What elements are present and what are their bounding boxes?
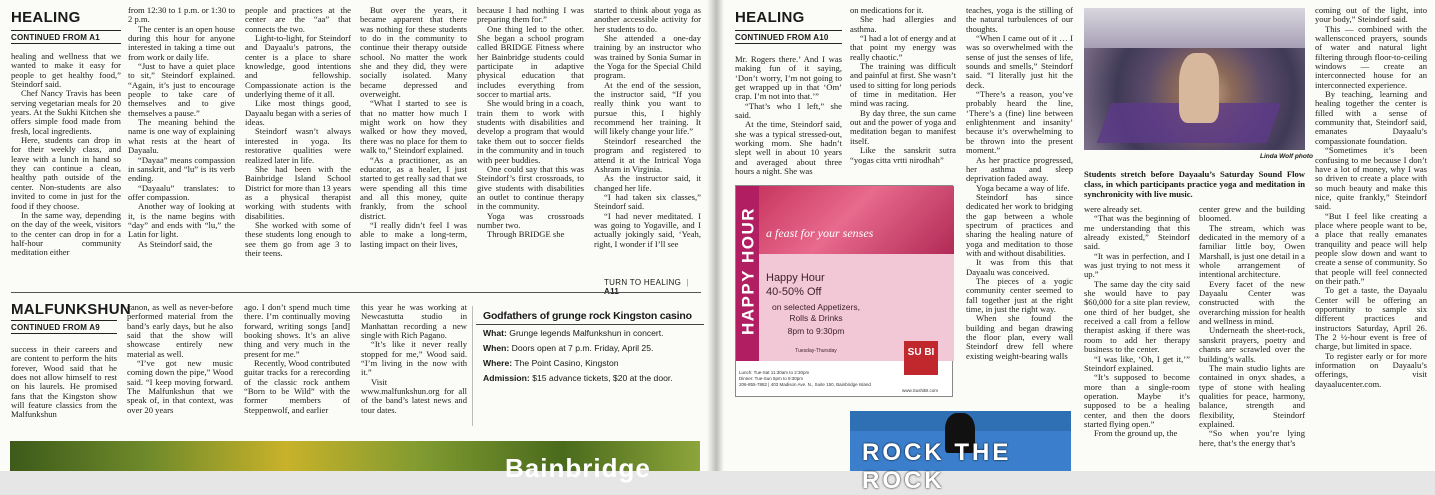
paragraph: teaches, yoga is the stilling of the natural turbulences of our thoughts. (966, 5, 1073, 34)
paragraph: Steindorf researched the program and registered to attend it at the Intrical Yoga Ashram in Virginia. (594, 135, 701, 174)
ad-hero-image (759, 186, 954, 254)
paragraph: “I was like, ‘Oh, I get it,’” Steindorf explained. (1084, 353, 1190, 373)
paragraph: It was from this that Dayaalu was conceived. (966, 257, 1073, 277)
info-title: Godfathers of grunge rock Kingston casino (476, 311, 704, 325)
malfunkshun-continued-from: CONTINUED FROM A9 (11, 320, 117, 334)
paragraph: center grew and the building bloomed. (1199, 204, 1305, 224)
paragraph: “That’s who I left,” she said. (735, 100, 842, 121)
malfunkshun-slug: MALFUNKSHUN (11, 301, 131, 318)
paragraph: on medications for it. (850, 5, 924, 15)
paragraph: But over the years, it became apparent that there was nothing for these students to do in the community to continue their therapy outside school. No matter the work she and they did, they were socially isolated. Many became depressed and overweight. (360, 5, 467, 100)
paragraph: Chef Nancy Travis has been serving vegetarian meals for 20 years. At the Sukhi Kitchen she offers simple food made from fresh, local ingredients. (11, 88, 121, 136)
paragraph: This — combined with the wallensconced prayers, sounds of water and natural light filtering through floor-to-ceiling windows — create an interconnected house for an interconnected experience. (1315, 23, 1427, 90)
paragraph: The main studio lights are contained in onyx shades, a type of stone with healing qualities for peace, harmony, balance, strength and flexibility, Steindorf explained. (1199, 362, 1305, 429)
ad-website: www.SushiBI.com (902, 388, 939, 393)
ad-line-discount: 40-50% Off (766, 286, 822, 298)
concert-info-box (476, 311, 704, 388)
info-value: $15 advance tickets, $20 at the door. (532, 373, 673, 383)
right-column-4 (1084, 205, 1190, 471)
malfunkshun-column-3 (244, 303, 350, 429)
paragraph: canon, as well as never-before performed material from the band’s early days, but he also said that the show will showcase entirely new material as well. (127, 302, 233, 359)
malfunkshun-column-2 (127, 303, 233, 429)
yoga-class-photo (1084, 8, 1305, 150)
paragraph: “Dayaalu” translates: to offer compassion. (128, 182, 235, 202)
paragraph: The meaning behind the name is one way of explaining what rests at the heart of Dayaalu. (128, 117, 235, 156)
paragraph: In the same way, depending on the day of the week, visitors to the center can drop in for a half-hour community meditation either (11, 209, 121, 258)
section-divider (11, 292, 701, 293)
healing-column-4 (360, 6, 467, 280)
paragraph: “Dayaa” means compassion in sanskrit, and “lu” is its verb ending. (128, 154, 235, 184)
paragraph: The training was difficult and painful at first. She wasn’t used to sitting for long periods of time in meditation. Her mind was racing. (850, 61, 956, 109)
info-value: Grunge legends Malfunkshun in concert. (509, 328, 664, 338)
paragraph: started to think about yoga as another accessible activity for her students to do. (594, 5, 701, 34)
ad-footer-address: 206-855-7882 | 403 Madison Ave. N., Suite 150, Bainbridge Island (739, 382, 871, 387)
ad-line-happy-hour: Happy Hour (766, 272, 825, 284)
paragraph: She had been with the Bainbridge Island School District for more than 13 years as a physical therapist working with students with disabilities. (245, 163, 351, 221)
paragraph: “I had taken six classes,” Steindorf said. (594, 191, 701, 212)
paragraph: Yoga became a way of life. (976, 182, 1070, 193)
paragraph: As her practice progressed, her asthma and sleep deprivation faded away. (966, 154, 1073, 184)
healing-slug-right: HEALING (735, 9, 805, 26)
paragraph: Light-to-light, for Steindorf and Dayaalu’s patrons, the center is a place to share knowledge, good intentions and fellowship. Compassionate action is the underlying theme of it all. (245, 33, 351, 100)
bottom-flower-photo (10, 441, 700, 483)
photo-credit: Linda Wolf photo (1260, 153, 1313, 160)
healing-column-6 (594, 6, 701, 272)
paragraph: She had allergies and asthma. (850, 14, 956, 34)
malfunkshun-column-4 (361, 303, 467, 429)
jump-line: TURN TO HEALING | A11 (604, 278, 690, 296)
info-label: When: (483, 343, 510, 353)
info-label: What: (483, 328, 507, 338)
right-column-2 (850, 6, 956, 179)
paragraph: She would bring in a coach, train them to work with students with disabilities and develop a program that would take them out to soccer fields in the community and in touch with peer buddies. (477, 98, 584, 165)
paragraph: “I had a lot of energy and at that point my energy was really chaotic.” (850, 33, 957, 62)
right-column-3 (966, 6, 1073, 394)
info-when (476, 343, 704, 353)
paragraph: success in their careers and are content to perform the hits forever, Wood said that he does not allow himself to rest on his laurels. He promised fans that the Kingston show will feature classics from the Malfunkshun (11, 344, 117, 420)
rock-the-rock-banner (850, 411, 1071, 494)
paragraph: The same day the city said she would have to pay $60,000 for a site plan review, one third of her budget, she received a call from a fellow therapist asking if there was room to add her therapy business to the center. (1084, 278, 1190, 355)
paragraph: One thing led to the other. She began a school program called BRIDGE Fitness where her Bainbridge students could participate in adaptive physical education that includes everything from soccer to martial arts. (477, 23, 584, 100)
paragraph: Like the sanskrit sutra “yogas citta vrtti nirodhah” (850, 145, 956, 165)
right-column-5 (1199, 205, 1305, 471)
paragraph: “It was in perfection, and I was just trying to not mess it up.” (1084, 250, 1190, 280)
bottom-photo-headline: Bainbridge (505, 453, 651, 483)
subi-logo: SU BI (904, 341, 938, 375)
info-value: The Point Casino, Kingston (514, 358, 619, 368)
healing-slug: HEALING (11, 9, 81, 26)
ad-footer-dinner: Dinner: Tue-Sun 5pm to 9:30pm (739, 376, 804, 381)
healing-continued-from: CONTINUED FROM A1 (11, 30, 121, 44)
paragraph: were already set. (1084, 204, 1142, 214)
paragraph: because I had nothing I was preparing them for.” (477, 5, 584, 25)
paragraph: “When I came out of it … I was so overwhelmed with the sense of just the senses of life, sounds and smells,” Steindorf said. “I literally just hit the deck. (966, 33, 1073, 90)
paragraph: At the end of the session, the instructor said, “If you really think you want to pursue this, I highly recommend her training. It will likely change your life.” (594, 79, 701, 137)
paragraph: this year he was working at Newcastutta studio in Manhattan recording a new single with Rich Pagano. (361, 302, 467, 341)
paragraph: Through BRIDGE she (487, 229, 565, 240)
ad-line-days: Tuesday-Thursday (795, 348, 837, 354)
paragraph: The pieces of a yogic community center seemed to fall together just at the right time, in just the right way. (966, 275, 1073, 314)
paragraph: Steindorf wasn’t always interested in yoga. Its restorative qualities were realized later in life. (245, 126, 351, 165)
left-newspaper-page (0, 0, 707, 483)
paragraph: people and practices at the center are the “aa” that connects the two. (245, 5, 351, 34)
malfunkshun-column-1 (11, 345, 117, 429)
paragraph: To register early or for more information on Dayaalu’s offerings, visit dayaalucenter.com. (1315, 350, 1427, 389)
paragraph: As Steindorf said, the (138, 238, 213, 249)
paragraph: “So when you’re lying here, that’s the energy that’s (1199, 428, 1305, 448)
paragraph: “What I started to see is that no matter how much I might work on how they walked or how they moved, there was no place for them to walk to,” Steindorf explained. (360, 98, 467, 156)
healing-column-2 (128, 6, 235, 280)
ad-line-items: on selected Appetizers, Rolls & Drinks (772, 302, 860, 323)
paragraph: healing and wellness that we wanted to make it easy for people to get healthy food,” Steindorf said. (11, 51, 121, 90)
paragraph: Underneath the sheet-rock, sanskrit prayers, poetry and chants are scrawled over the building’s walls. (1199, 325, 1305, 364)
healing-column-3 (245, 6, 351, 280)
ad-footer-lunch: Lunch: Tue-Sat 11:30am to 2:30pm (739, 370, 810, 375)
paragraph: By teaching, learning and healing together the center is filled with a sense of community that, Steindorf said, emanates Dayaalu’s compassionate foundation. (1315, 89, 1427, 146)
paragraph: Steindorf has since dedicated her work to bridging the gap between a whole spectrum of practices and sharing the healing nature of yoga and meditation to those with and without disabilities. (966, 191, 1073, 258)
paragraph: Every facet of the new Dayaalu Center was constructed with the overarching mission for health and wellness in mind. (1199, 278, 1305, 327)
photo-windows (1084, 8, 1305, 48)
paragraph: “I had never meditated. I was going to Yogaville, and I actually jokingly said, ‘Yeah, right, I wonder if I’ll see (594, 210, 701, 249)
paragraph: “Just to have a quiet place to sit,” Steindorf explained. “Again, it’s just to encourage people to take care of themselves and to give themselves a pause.” (128, 61, 235, 118)
paragraph: from 12:30 to 1 p.m. or 1:30 to 2 p.m. (128, 5, 235, 25)
right-column-1 (735, 55, 842, 179)
banner-text: ROCK THE ROCK (862, 439, 1012, 494)
sushi-happy-hour-ad (735, 185, 953, 397)
paragraph: “That was the beginning of me understanding that this already existed,” Steindorf said. (1084, 213, 1190, 252)
paragraph: One could say that this was Steindorf’s first crossroads, to give students with disabilities an outlet to continue therapy in the community. (477, 163, 584, 212)
paragraph: Visit www.malfunkshun.org for all of the band’s latest news and tour dates. (361, 376, 467, 415)
paragraph: ago. I don’t spend much time there. I’m continually moving forward, writing songs [and] booking shows. It’s an alive thing and very much in the present for me.” (244, 302, 350, 359)
paragraph: Yoga was crossroads number two. (477, 210, 584, 230)
paragraph: Recently, Wood contributed guitar tracks for a rerecording of the classic rock anthem “Born to be Wild” with the former members of Steppenwolf, and earlier (244, 358, 350, 415)
paragraph: “It’s like it never really stopped for me,” Wood said. “I’m living in the now with it.” (361, 339, 467, 378)
paragraph: By day three, the sun came out and the power of yoga and meditation began to manifest itself. (850, 107, 956, 146)
photo-caption: Students stretch before Dayaalu’s Saturday Sound Flow class, in which participants practice yoga and meditation in synchronicity with live music. (1084, 169, 1305, 199)
info-label: Admission: (483, 373, 530, 383)
info-what (476, 328, 704, 338)
ad-line-hours: 8pm to 9:30pm (787, 326, 845, 336)
paragraph: To get a taste, the Dayaalu Center will be offering an opportunity to sample six different practices and instructors Saturday, April 26. The 2 ½-hour event is free of charge, but limited in space. (1315, 285, 1427, 352)
paragraph: She attended a one-day training by an instructor who was trained by Sonia Sumar in the Yoga for the Special Child program. (594, 33, 701, 81)
paragraph: “Sometimes it’s been confusing to me because I don’t have a lot of money, why I was so driven to create a place with so much beauty and make this nice, quite frankly,” Steindorf said. (1315, 145, 1427, 212)
paragraph: coming out of the light, into your body,” Steindorf said. (1315, 5, 1427, 25)
paragraph: At the time, Steindorf said, she was a typical stressed-out, working mom. She hadn’t slept well in about 10 years and averaged about three hours a night. She was (735, 119, 842, 177)
healing-continued-from-right: CONTINUED FROM A10 (735, 30, 842, 44)
paragraph: When she found the building and began drawing the floor plan, every wall Steindorf drew fell where existing weight-bearing walls (966, 313, 1073, 361)
jump-text: TURN TO HEALING (604, 278, 682, 287)
ad-footer (739, 370, 899, 388)
paragraph: Like most things good, Dayaalu began with a series of ideas. (245, 98, 351, 128)
paragraph: Mr. Rogers there.’ And I was making fun of it saying, ‘Don’t worry, I’m not going to get wrapped up in that ‘Om’ crap. I’m not into that.’” (735, 54, 842, 102)
ad-vertical-title: HAPPY HOUR (738, 206, 758, 336)
paragraph: Another way of looking at it, is the name begins with “day” and ends with “lu,” the Latin for light. (128, 201, 235, 240)
infobox-divider (472, 306, 473, 426)
paragraph: “But I feel like creating a place where people want to be, a place that really emanates tranquility and peace will help people slow down and want to create a sense of community. So that people will feel connected on their path.” (1315, 210, 1427, 286)
healing-column-1 (11, 52, 121, 288)
paragraph: As the instructor said, it changed her life. (594, 173, 701, 193)
right-column-6 (1315, 6, 1427, 466)
info-where (476, 358, 704, 368)
page-gutter (707, 0, 724, 471)
paragraph: She worked with some of these students long enough to see them go from age 3 to their teens. (245, 219, 351, 258)
paragraph: “I’ve got new music coming down the pipe,” Wood said. “I keep moving forward. The Malfunkshun that we speak of, in that context, was over 20 years (127, 358, 233, 415)
jump-page: A11 (604, 287, 620, 296)
ad-tagline: a feast for your senses (766, 226, 874, 240)
paragraph: “I really didn’t feel I was able to make a long-term, lasting impact on their lives, (360, 219, 467, 249)
info-admission (476, 373, 704, 383)
photo-participant (1179, 53, 1219, 123)
paragraph: “There’s a reason, you’ve probably heard the line, ‘There’s a (fine) line between enlightenment and insanity’ because it’s overwhelming to be thrown into the present moment.” (966, 89, 1073, 156)
info-label: Where: (483, 358, 513, 368)
info-value: Doors open at 7 p.m. Friday, April 25. (511, 343, 654, 353)
paragraph: Here, students can drop in for their weekly class, and leave with a lunch in hand so they can continue a clean, healthy path outside of the center. Non-students are also invited to come in just for the food if they choose. (11, 135, 121, 211)
paragraph: The stream, which was dedicated in the memory of a familiar little boy, Owen Marshall, is just one detail in a whole arrangement of intentional architecture. (1199, 222, 1305, 280)
paragraph: “As a practitioner, as an educator, as a healer, I just started to get really sad that we were spending all this time and all this money, quite frankly, from the school district. (360, 154, 467, 221)
paragraph: “It’s supposed to become more than a single-room operation. Maybe it’s supposed to be a healing center, and then the doors started flying open.” (1084, 372, 1190, 429)
ad-line-selection (766, 302, 866, 337)
paragraph: From the ground up, the (1094, 428, 1178, 439)
healing-column-5 (477, 6, 584, 280)
paragraph: The center is an open house during this hour for anyone interested in taking a time out from work or daily life. (128, 23, 235, 62)
